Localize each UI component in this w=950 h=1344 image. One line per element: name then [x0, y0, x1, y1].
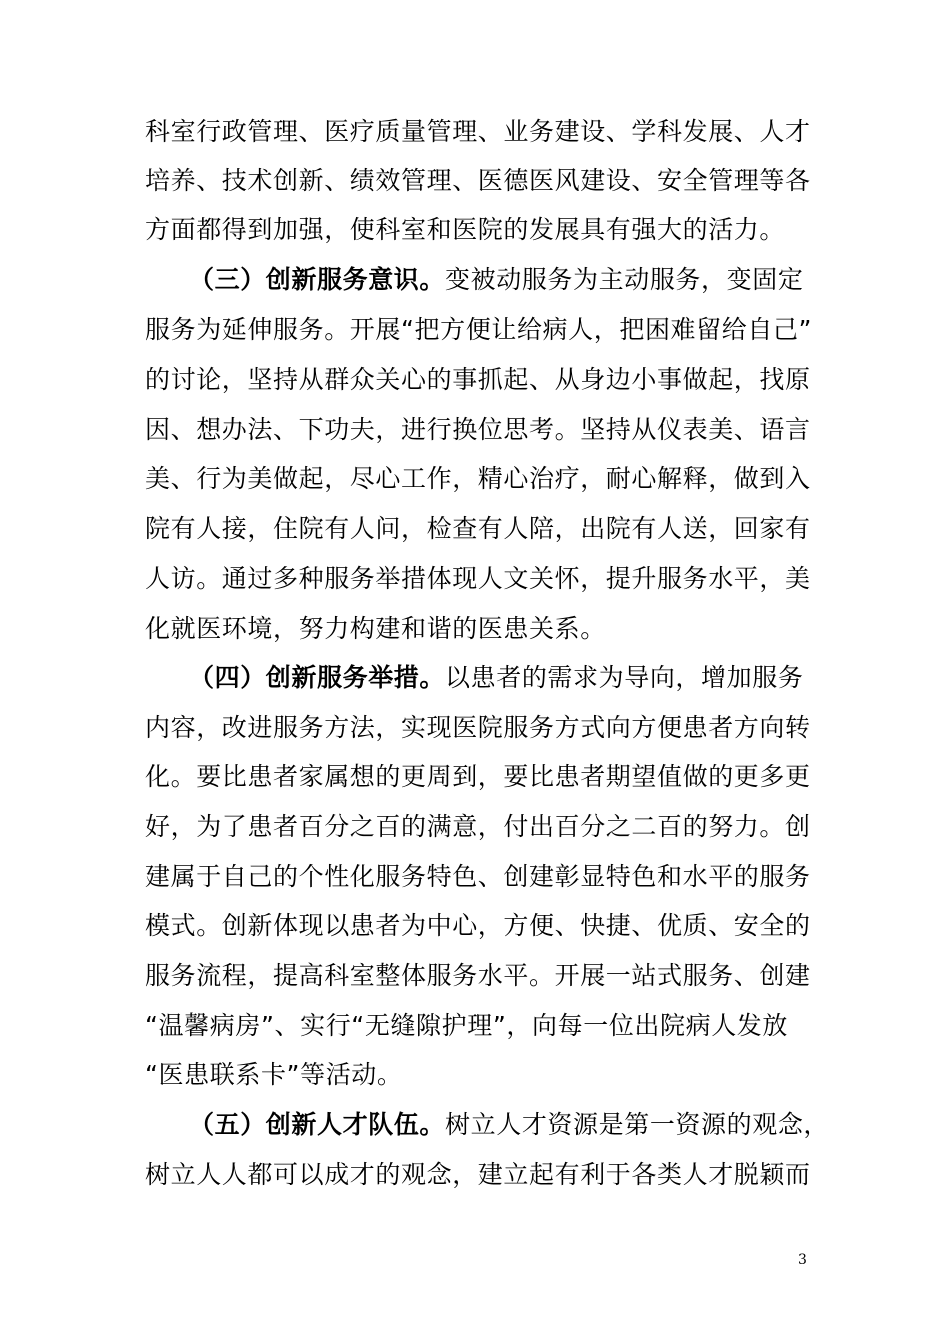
text-line: 因、想办法、下功夫，进行换位思考。坚持从仪表美、语言	[145, 415, 811, 444]
text-line: 培养、技术创新、绩效管理、医德医风建设、安全管理等各	[145, 166, 811, 195]
section-heading: （三）创新服务意识。	[189, 265, 446, 294]
text-line: 方面都得到加强，使科室和医院的发展具有强大的活力。	[145, 215, 786, 244]
text-line: 服务流程，提高科室整体服务水平。开展一站式服务、创建	[145, 961, 811, 990]
text-line: 人访。通过多种服务举措体现人文关怀，提升服务水平，美	[145, 564, 811, 593]
paragraph-first-line	[189, 1110, 829, 1140]
text-line: “温馨病房”、实行“无缝隙护理”，向每一位出院病人发放	[145, 1011, 789, 1040]
text-line: 建属于自己的个性化服务特色、创建彰显特色和水平的服务	[145, 862, 811, 891]
text-line: 模式。创新体现以患者为中心，方便、快捷、优质、安全的	[145, 911, 811, 940]
paragraph-first-line	[189, 265, 803, 295]
text-line: 的讨论，坚持从群众关心的事抓起、从身边小事做起，找原	[145, 365, 811, 394]
text-line: 科室行政管理、医疗质量管理、业务建设、学科发展、人才	[145, 117, 811, 146]
text-span: 以患者的需求为导向，增加服务	[445, 663, 804, 692]
section-heading: （五）创新人才队伍。	[189, 1110, 446, 1139]
text-line: 化就医环境，努力构建和谐的医患关系。	[145, 614, 606, 643]
page-number: 3	[798, 1252, 807, 1268]
paragraph-first-line	[189, 663, 803, 693]
section-heading: （四）创新服务举措。	[189, 663, 446, 692]
text-line: 化。要比患者家属想的更周到，要比患者期望值做的更多更	[145, 762, 811, 791]
text-line: 内容，改进服务方法，实现医院服务方式向方便患者方向转	[145, 713, 811, 742]
text-span: 变被动服务为主动服务，变固定	[445, 265, 804, 294]
text-line: 院有人接，住院有人问，检查有人陪，出院有人送，回家有	[145, 514, 811, 543]
text-line: 美、行为美做起，尽心工作，精心治疗，耐心解释，做到入	[145, 464, 811, 493]
text-line: 服务为延伸服务。开展“把方便让给病人，把困难留给自己”	[145, 315, 813, 344]
text-line: “医患联系卡”等活动。	[145, 1060, 403, 1089]
text-span: 树立人才资源是第一资源的观念，	[445, 1110, 830, 1139]
text-line: 好，为了患者百分之百的满意，付出百分之二百的努力。创	[145, 812, 811, 841]
text-line: 树立人人都可以成才的观念，建立起有利于各类人才脱颖而	[145, 1160, 811, 1189]
